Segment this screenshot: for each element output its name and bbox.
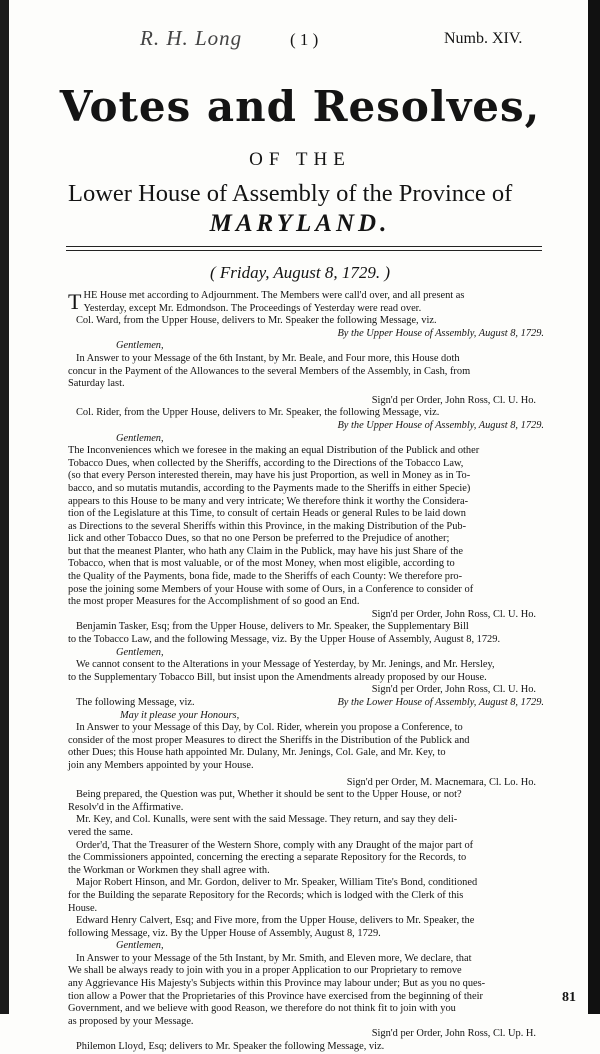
document-body: THE House met according to Adjournment. The Members were call'd over, and all present as Yesterday, except Mr. Edmondson. The Proceedings of Yesterday were read over. Col. Ward, from the Upper House, delivers to Mr. Speaker the following Message, viz. By the Upper House of Assembly, August 8, 1729. Gentlemen, In Answer to your Message of the 6th Instant, by Mr. Beale, and Four more, this House doth concur in the Payment of the Allowances to the several Members of the Assembly, in Cash, from Saturday last. Sign'd per Order, John Ross, Cl. U. Ho. Col. Rider, from the Upper House, delivers to Mr. Speaker, the following Message, viz. By the Upper House of Assembly, August 8, 1729. Gentlemen, The Inconveniences which we foresee in the making an equal Distribution of the Publick and other Tobacco Dues, when collected by the Sheriffs, according to the Directions of the Tobacco Law, (so that every Person interested therein, may have his just Proportion, as well in Money as in To- bacco, and so mutatis mutandis, according to the Payments made to the Sheriffs in either Specie) appears to this House to be many and very intricate; We therefore think it worthy the Considera- tion of the Legislature at this Time, to consult of certain Heads or general Rules to be laid down as Directions to the several Sheriffs within this Province, in the making Distribution of the Pub- lick and other Tobacco Dues, so that no one Person be preferred to the Prejudice of another; but that the meanest Planter, who hath any Claim in the Publick, may have his just Share of the Tobacco, when that is most valuable, or of the most Money, when most eligible, according to the Quality of the Payments, bona fide, made to the Sheriffs of each County: We therefore pro- pose the joining some Members of your House with some of Ours, in a Conference to consider of the most proper Measures for the Accomplishment of so good an End. Sign'd per Order, John Ross, Cl. U. Ho. Benjamin Tasker, Esq; from the Upper House, delivers to Mr. Speaker, the Supplementary Bill to the Tobacco Law, and the following Message, viz. By the Upper House of Assembly, August 8, 1729. Gentlemen, We cannot consent to the Alterations in your Message of Yesterday, by Mr. Jenings, and Mr. Hersley, to the Supplementary Tobacco Bill, but insist upon the Amendments already proposed by our House. Sign'd per Order, John Ross, Cl. U. Ho. The following Message, viz. By the Lower House of Assembly, August 8, 1729. May it please your Honours, In Answer to your Message of this Day, by Col. Rider, wherein you propose a Conference, to consider of the most proper Measures to direct the Sheriffs in the Distribution of the Publick and other Dues; this House hath appointed Mr. Dulany, Mr. Jenings, Col. Gale, and Mr. Key, to join any Members appointed by your House. Sign'd per Order, M. Macnemara, Cl. Lo. Ho. Being prepared, the Question was put, Whether it should be sent to the Upper House, or not? Resolv'd in the Affirmative. Mr. Key, and Col. Kunalls, were sent with the said Message. They return, and say they deli- vered the same. Order'd, That the Treasurer of the Western Shore, comply with any Draught of the major part of the Commissioners appointed, concerning the erecting a separate Repository for the Records, to the Workman or Workmen they shall agree with. Major Robert Hinson, and Mr. Gordon, deliver to Mr. Speaker, William Tite's Bond, conditioned for the Building the separate Repository for the Records; which is lodged with the Clerk of this House. Edward Henry Calvert, Esq; and Five more, from the Upper House, delivers to Mr. Speaker, the following Message, viz. By the Upper House of Assembly, August 8, 1729. Gentlemen, In Answer to your Message of the 5th Instant, by Mr. Smith, and Eleven more, We declare, that We shall be always ready to join with you in a proper Application to our Proprietary to remove any Aggrievance His Majesty's Subjects within this Province may labour under; But as you no ques- tion allow a Power that the Proprietaries of this Province have exercised from the beginning of their Government, and we believe with good Reason, we therefore do not think fit to join with you as proposed by your Message. Sign'd per Order, John Ross, Cl. Up. H. Philemon Lloyd, Esq; delivers to Mr. Speaker the following Message, viz. bbox=[68, 289, 544, 1053]
session-date: ( Friday, August 8, 1729. ) bbox=[209, 263, 391, 282]
signed-note: Sign'd per Order, John Ross, Cl. U. Ho. bbox=[371, 684, 536, 696]
drop-cap: T bbox=[68, 289, 82, 314]
handwritten-signature: R. H. Long bbox=[140, 26, 243, 50]
page-header bbox=[0, 22, 600, 62]
signed-note: Sign'd per Order, M. Macnemara, Cl. Lo. Ho. bbox=[346, 776, 536, 788]
subtitle-house: Lower House of Assembly of the Province of bbox=[68, 180, 513, 207]
subtitle-of-the: OF THE bbox=[249, 149, 351, 170]
province-name: MARYLAND. bbox=[209, 210, 391, 237]
folio-number: 81 bbox=[562, 990, 576, 1005]
paragraph-opening: THE House met according to Adjournment. The Members were call'd over, and all present as bbox=[68, 289, 465, 314]
page-number: ( 1 ) bbox=[290, 30, 319, 49]
document-title: Votes and Resolves, bbox=[59, 82, 541, 131]
issue-number: Numb. XIV. bbox=[444, 30, 523, 47]
title-rule-top bbox=[66, 246, 542, 247]
title-rule-bottom bbox=[66, 250, 542, 251]
signed-note: Sign'd per Order, John Ross, Cl. Up. H. bbox=[371, 1028, 536, 1040]
signed-note: Sign'd per Order, John Ross, Cl. U. Ho. bbox=[371, 394, 536, 406]
signed-note: Sign'd per Order, John Ross, Cl. U. Ho. bbox=[371, 608, 536, 620]
